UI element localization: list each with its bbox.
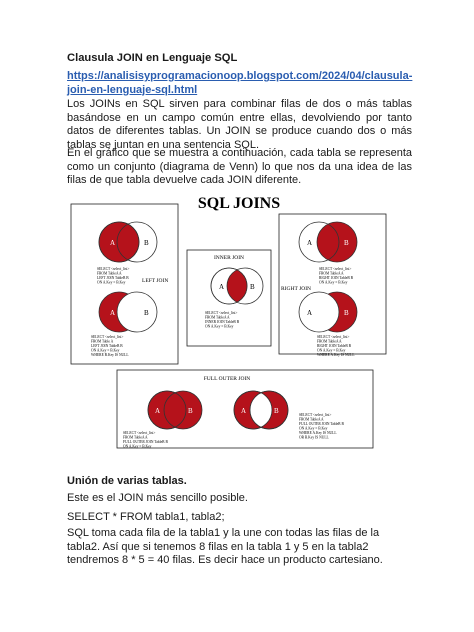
paragraph-simple-join: Este es el JOIN más sencillo posible. bbox=[67, 492, 248, 504]
inner-join-label: INNER JOIN bbox=[213, 255, 245, 261]
svg-text:WHERE A.Key IS NULL: WHERE A.Key IS NULL bbox=[317, 353, 355, 357]
svg-text:SELECT <select_list>: SELECT <select_list> bbox=[205, 311, 238, 315]
full-outer-join-label: FULL OUTER JOIN bbox=[203, 376, 251, 382]
svg-text:ON A.Key = B.Key: ON A.Key = B.Key bbox=[319, 280, 348, 285]
left-excl-query bbox=[91, 335, 129, 357]
full-join-label-a: A bbox=[155, 407, 161, 415]
paragraph-cartesian: SQL toma cada fila de la tabla1 y la une con todas las filas de la tabla2. Así que si tenemos 8 filas en la tabla 1 y 5 en la tabla2 tendremos 8 * 5 = 40 filas. Es decir hace un producto cartesiano. bbox=[67, 527, 383, 566]
full-excl-label-a: A bbox=[241, 407, 247, 415]
source-link[interactable]: https://analisisyprogramacionoop.blogspot.com/2024/04/clausula-join-en-lenguaje-sql.html bbox=[67, 70, 413, 96]
full-excl-label-b: B bbox=[274, 407, 279, 415]
left-excl-circle-b bbox=[117, 292, 157, 332]
sql-example: SELECT * FROM tabla1, tabla2; bbox=[67, 511, 225, 523]
right-join-circle-b bbox=[317, 222, 357, 262]
svg-text:RIGHT JOIN TableB B: RIGHT JOIN TableB B bbox=[317, 344, 352, 348]
svg-text:FROM TableA A: FROM TableA A bbox=[299, 417, 324, 422]
svg-text:ON A.Key = B.Key: ON A.Key = B.Key bbox=[91, 348, 120, 353]
svg-text:FROM TableA A: FROM TableA A bbox=[317, 339, 342, 344]
right-excl-query bbox=[317, 335, 355, 357]
left-excl-label-b: B bbox=[144, 309, 149, 317]
svg-text:FULL OUTER JOIN TableB B: FULL OUTER JOIN TableB B bbox=[123, 440, 168, 444]
svg-text:SELECT <select_list>: SELECT <select_list> bbox=[299, 413, 332, 417]
right-join-label: RIGHT JOIN bbox=[281, 286, 311, 292]
sql-joins-diagram bbox=[67, 190, 411, 460]
svg-text:SELECT <select_list>: SELECT <select_list> bbox=[319, 267, 352, 271]
svg-text:WHERE B.Key IS NULL: WHERE B.Key IS NULL bbox=[91, 353, 129, 357]
doc-title: Clausula JOIN en Lenguaje SQL bbox=[67, 52, 238, 64]
left-join-label: LEFT JOIN bbox=[142, 278, 169, 284]
svg-text:FROM TableA A: FROM TableA A bbox=[319, 271, 344, 276]
svg-text:OR B.Key IS NULL: OR B.Key IS NULL bbox=[299, 435, 329, 440]
paragraph-venn: En el gráfico que se muestra a continuación, cada tabla se representa como un conjunto (diagrama de Venn) lo que nos da una idea de las filas de que tabla devuelve cada JOIN diferente. bbox=[67, 147, 412, 186]
section-heading: Unión de varias tablas. bbox=[67, 475, 187, 487]
svg-text:FROM TableA A: FROM TableA A bbox=[205, 315, 230, 320]
svg-text:ON A.Key = B.Key: ON A.Key = B.Key bbox=[205, 324, 234, 329]
left-join-label-a: A bbox=[110, 239, 116, 247]
svg-text:INNER JOIN TableB B: INNER JOIN TableB B bbox=[205, 320, 240, 324]
svg-text:WHERE A.Key IS NULL: WHERE A.Key IS NULL bbox=[299, 431, 337, 435]
svg-text:FROM TableA A: FROM TableA A bbox=[97, 271, 122, 276]
svg-text:ON A.Key = B.Key: ON A.Key = B.Key bbox=[97, 280, 126, 285]
right-join-label-b: B bbox=[344, 239, 349, 247]
full-excl-query bbox=[299, 413, 344, 440]
full-join-query bbox=[123, 431, 168, 449]
svg-text:SELECT <select_list>: SELECT <select_list> bbox=[317, 335, 350, 339]
inner-join-label-b: B bbox=[250, 283, 255, 291]
svg-text:FROM Table A: FROM Table A bbox=[91, 339, 114, 344]
svg-text:RIGHT JOIN TableB B: RIGHT JOIN TableB B bbox=[319, 276, 354, 280]
left-join-label-b: B bbox=[144, 239, 149, 247]
svg-text:ON A.Key = B.Key: ON A.Key = B.Key bbox=[123, 444, 152, 449]
right-excl-circle-a bbox=[299, 292, 339, 332]
svg-text:FULL OUTER JOIN TableB B: FULL OUTER JOIN TableB B bbox=[299, 422, 344, 426]
right-excl-label-a: A bbox=[307, 309, 313, 317]
inner-join-query bbox=[205, 311, 240, 329]
paragraph-intro: Los JOINs en SQL sirven para combinar filas de dos o más tablas basándose en un campo común entre ellas, devolviendo por tanto datos de diferentes tablas. Un JOIN se produce cuando dos o más tablas se juntan en una sentencia SQL. bbox=[67, 98, 412, 151]
right-join-label-a: A bbox=[307, 239, 313, 247]
svg-text:ON A.Key = B.Key: ON A.Key = B.Key bbox=[317, 348, 346, 353]
right-excl-label-b: B bbox=[344, 309, 349, 317]
svg-text:LEFT JOIN TableB B: LEFT JOIN TableB B bbox=[97, 276, 129, 280]
left-excl-label-a: A bbox=[110, 309, 116, 317]
svg-text:SELECT <select_list>: SELECT <select_list> bbox=[91, 335, 124, 339]
left-join-query bbox=[97, 267, 129, 285]
inner-join-label-a: A bbox=[219, 283, 225, 291]
diagram-title: SQL JOINS bbox=[197, 195, 281, 212]
svg-text:FROM TableA A: FROM TableA A bbox=[123, 435, 148, 440]
right-join-query bbox=[319, 267, 354, 285]
svg-text:ON A.Key = B.Key: ON A.Key = B.Key bbox=[299, 426, 328, 431]
full-join-label-b: B bbox=[188, 407, 193, 415]
svg-text:SELECT <select_list>: SELECT <select_list> bbox=[123, 431, 156, 435]
full-join-circle-b bbox=[164, 391, 202, 429]
svg-text:LEFT JOIN TableB B: LEFT JOIN TableB B bbox=[91, 344, 123, 348]
svg-text:SELECT <select_list>: SELECT <select_list> bbox=[97, 267, 130, 271]
